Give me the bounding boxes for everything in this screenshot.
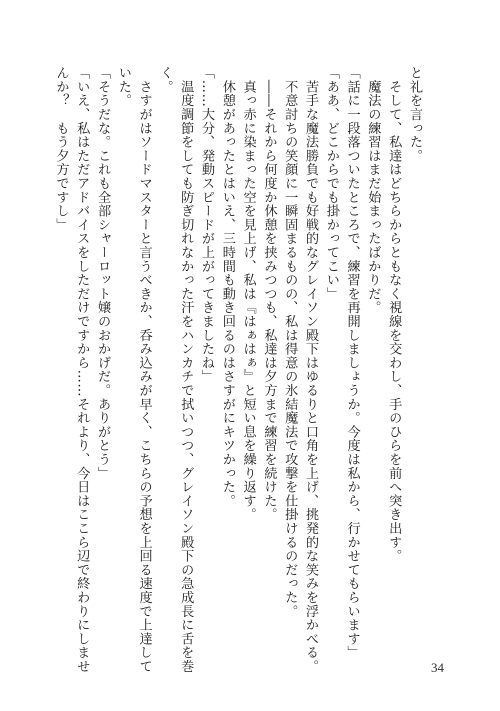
text-line: く。: [157, 66, 173, 94]
text-line: 魔法の練習はまだ始まったばかりだ。: [365, 66, 381, 315]
text-line: 「ああ、どこからでも掛かってこい」: [323, 66, 339, 301]
text-line: 「……大分、発動スピードが上がってきましたね」: [199, 66, 215, 384]
text-line: 「話に一段落ついたところで、練習を再開しましょうか。今度は私から、行かせてもらいます」: [344, 66, 360, 660]
vertical-text-block: [53, 66, 424, 674]
text-line: 温度調節をしても防ぎ切れなかった汗をハンカチで拭いつつ、グレイソン殿下の急成長に舌を巻: [178, 66, 194, 674]
text-line: そして、私達はどちらからともなく視線を交わし、手のひらを前へ突き出す。: [386, 66, 402, 563]
text-line: 苦手な魔法勝負でも好戦的なグレイソン殿下はゆるりと口角を上げ、挑発的な笑みを浮かべる。: [303, 66, 319, 674]
text-line: んか？ もう夕方ですし」: [53, 66, 69, 232]
text-line: 休憩があったとはいえ、三時間も動き回るのはさすがにキツかった。: [219, 66, 235, 508]
text-line: 「いえ、私はただアドバイスをしただけですから……それより、今日はここら辺で終わりにしませ: [74, 66, 90, 674]
text-line: 「そうだな。これも全部シャーロット嬢のおかげだ。ありがとう」: [95, 66, 111, 480]
text-line: ――それから何度か休憩を挟みつつも、私達は夕方まで練習を続けた。: [261, 66, 277, 522]
text-line: 真っ赤に染まった空を見上げ、私は『はぁはぁ』と短い息を繰り返す。: [240, 66, 256, 522]
text-line: 不意討ちの笑顔に一瞬固まるものの、私は得意の氷結魔法で攻撃を仕掛けるのだった。: [282, 66, 298, 618]
text-line: いた。: [115, 66, 131, 108]
text-line: さすがはソードマスターと言うべきか、呑み込みが早く、こちらの予想を上回る速度で上達して: [136, 66, 152, 674]
page-number: 34: [431, 660, 444, 675]
text-line: と礼を言った。: [407, 66, 422, 163]
